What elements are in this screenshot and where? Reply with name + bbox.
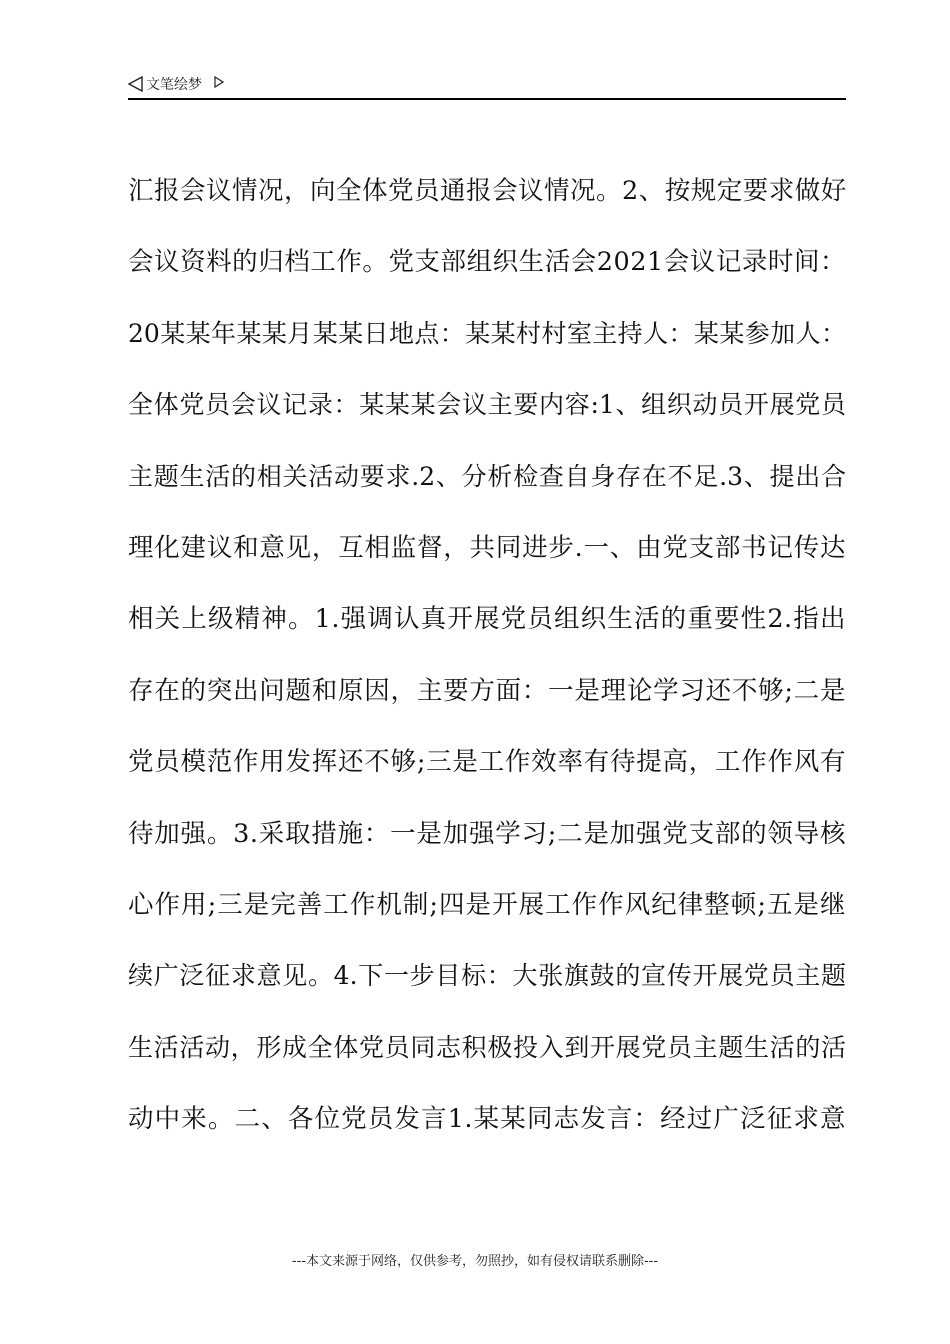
text-line: 主题生活的相关活动要求.2、分析检查自身存在不足.3、提出合 — [128, 461, 846, 491]
triangle-left-icon — [128, 76, 143, 92]
text-line: 相关上级精神。1.强调认真开展党员组织生活的重要性2.指出 — [128, 604, 846, 635]
document-body — [128, 171, 846, 1170]
text-line: 会议资料的归档工作。党支部组织生活会2021会议记录时间： — [128, 247, 846, 278]
text-line: 全体党员会议记录：某某某会议主要内容:1、组织动员开展党员 — [128, 390, 846, 420]
text-line: 存在的突出问题和原因，主要方面：一是理论学习还不够;二是 — [128, 675, 846, 706]
text-line: 理化建议和意见，互相监督，共同进步.一、由党支部书记传达 — [128, 532, 846, 563]
text-line: 汇报会议情况，向全体党员通报会议情况。2、按规定要求做好 — [128, 176, 847, 206]
text-line: 党员模范作用发挥还不够;三是工作效率有待提高，工作作风有 — [128, 747, 846, 778]
header-brand: 文笔绘梦 — [146, 77, 202, 93]
page-footer: ---本文来源于网络，仅供参考，勿照抄，如有侵权请联系删除--- — [291, 1254, 659, 1269]
text-line: 20某某年某某月某某日地点：某某村村室主持人：某某参加人： — [128, 318, 846, 348]
text-line: 动中来。二、各位党员发言1.某某同志发言：经过广泛征求意 — [128, 1104, 846, 1135]
triangle-right-icon — [214, 76, 224, 88]
text-line: 待加强。3.采取措施：一是加强学习;二是加强党支部的领导核 — [128, 818, 846, 849]
header-brand-group — [128, 74, 224, 94]
text-line: 心作用;三是完善工作机制;四是开展工作作风纪律整顿;五是继 — [128, 889, 846, 920]
text-line: 生活活动，形成全体党员同志积极投入到开展党员主题生活的活 — [128, 1032, 846, 1062]
text-line: 续广泛征求意见。4.下一步目标：大张旗鼓的宣传开展党员主题 — [128, 961, 846, 991]
page-header — [128, 72, 846, 100]
